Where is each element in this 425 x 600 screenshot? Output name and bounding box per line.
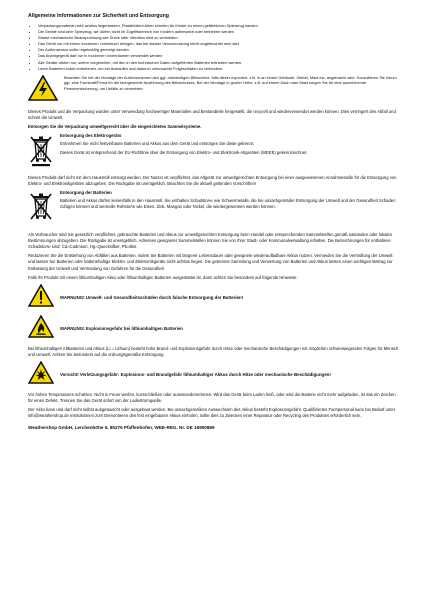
bullet-item: • Der Außensensor sollte regelmäßig gereinigt werden.	[38, 47, 400, 53]
device-disposal-block	[28, 133, 400, 172]
warning-explosion-block	[28, 315, 400, 343]
page-title: Allgemeine Informationen zur Sicherheit und Entsorgung	[28, 13, 169, 19]
device-disposal-line1: Entnehmen Sie nicht festverbaute Batterien und Akkus aus dem Gerät und entsorgen Sie diese getrennt.	[60, 140, 255, 146]
fire-warning-icon	[28, 315, 54, 343]
exclamation-warning-icon	[28, 284, 54, 312]
caution-injury-block	[28, 361, 400, 389]
caution-injury-text: Vorsicht! Verletzungsgefahr: Explosions- und Brandgefahr lithiumhaltiger Akkus durch Hitze oder mechanische Beschädigungen!	[60, 371, 331, 377]
fixed-battery-text: Der Akku kann und darf nicht selbst ausgetauscht oder ausgebaut werden. Bei unsachgemäßem Auswechseln des Akkus besteht Explosionsgefahr. Qualifiziertes Fachpersonal kann bei Bedarf unter info@weathershop.de Instruktionen zum Demontieren des fest eingebauten Akkus einholen, sollte dies zu Zwecken einer Reparatur oder Recycling des Produktes erforderlich sein.	[28, 407, 396, 419]
heat-protection-text: Vor hohen Temperaturen schützen. Nicht in Feuer werfen, kurzschließen oder auseinandernehmen. Wird das Gerät beim Laden heiß, oder wird die Batterie nicht mehr aufgeladen, ist das ein Zeichen für einen Defekt. Trennen Sie das Gerät sofort von der Ladestromquelle.	[28, 391, 396, 404]
crossed-bin-icon	[28, 190, 54, 229]
lithium-intro-text: Falls Ihr Produkt mit einem lithiumhaltigen Akku oder lithiumhaltigen Batterien ausgestattet ist, dann achten Sie besonders auf folgende Hinweise:	[28, 274, 298, 280]
device-disposal-heading: Entsorgung des Elektrogeräts	[60, 132, 122, 138]
bullet-item: • Die Geräte sind kein Spielzeug, sie dürfen nicht im Zugriffsbereich von Kindern aufbewahrt oder betrieben werden	[38, 29, 400, 35]
warning-environment-block	[28, 284, 400, 312]
reduce-waste-text: Reduzieren Sie die Entstehung von Abfällen aus Batterien, indem Sie Batterien mit längerer Lebensdauer oder geeignete wiederaufladbare Akkus nutzen. Vermeiden Sie die Vermüllung der Umwelt und lassen Sie Batterien oder batteriehaltige Elektro- und Elektronikgeräte nicht achtlos liegen. Die getrennte Sammlung und Verwertung von Batterien und Akkus leisten einen wichtigen Beitrag zur Entlastung der Umwelt und Vermeidung von Gefahren für die Gesundheit.	[28, 253, 393, 271]
battery-disposal-heading: Entsorgung der Batterien	[60, 190, 112, 196]
bullet-item: • Verpackungsmaterial nicht achtlos liegenlassen, Plastikfolien/-tüten könnten für Kinder zu einem gefährlichen Spielzeug werden	[38, 23, 400, 29]
bullet-item: • Das Gerät nur mit einem trockenen Leinentuch reinigen, das bei starker Verschmutzung leicht angefeuchtet sein darf	[38, 41, 400, 47]
battery-disposal-text: Batterien und Akkus dürfen keinesfalls in den Hausmüll. Sie enthalten SchadstoAe wie Schwermetalle, die bei unsachgemäßer Entsorgung der Umwelt und der Gesundheit Schaden zufügen können und wertvolle RohstoAe wie Eisen, Zink, Mangan oder Nickel, die wiedergewonnen werden können.	[60, 198, 396, 210]
bullet-item: • Leere Batterien sofort entnehmen, um ein Auslaufen und dadurch verursachte Folgeschäden zu verhindern.	[38, 66, 400, 72]
lightning-warning-text: Beachten Sie bei der Montage der Außensensoren den ggf. notwendigen Blitzschutz, falls dieser exponiert, z.B. in an einem Gebäude, Giebel, Mast etc. angebracht wird. Konsultieren Sie hierzu ggf. eine Fachkraft/Firma für die fachgerechte Ausführung des Blitzschutzes. Bei der Montage in großer Höhe, z.B. auf einem Dach oder Mast sorgen Sie für eine ausreichende Personensicherung, um Unfälle zu vermeiden	[64, 74, 397, 91]
device-disposal-line2: Dieses Gerät ist entsprechend der EU-Richtlinie über die Entsorgung von Elektro- und Elektronik-Altgeräten (WEEE) gekennzeichnet.	[60, 149, 308, 155]
warning-explosion-text: WARNUNG! Explosionsgefahr bei lithiumhaltigen Batterien	[60, 325, 183, 331]
product-recycling-text: Dieses Produkt und die Verpackung wurden unter Verwendung hochwertiger Materialien und Bestandteile hergestellt, die recycelt und wiederverwendet werden können. Dies verringert den Abfall und schont die Umwelt.	[28, 108, 396, 120]
bullet-item: • Das Anzeigegerät darf nur in trockenen Innenräumen verwendet werden	[38, 53, 400, 59]
bullet-item: • Alle Geräte dürfen nur, sofern vorgesehen, mit den in den technischen Daten aufgeführten Batterien betrieben werden.	[38, 60, 400, 66]
consumer-obligation-text: Als Verbraucher sind Sie gesetzlich verpflichtet, gebrauchte Batterien und Akkus zur umweltgerechten Entsorgung beim Handel oder entsprechenden Sammelstellen gemäß nationalen oder lokalen Bestimmungen abzugeben. Die Rückgabe ist unentgeltlich. Adressen geeigneter Sammelstellen können Sie von Ihrer Stadt- oder Kommunalverwaltung erhalten. Die Bezeichnungen für enthaltene SchadstoAe sind: Cd=Cadmium, Hg=Quecksilber, Pb=Blei.	[28, 232, 393, 250]
crossed-bin-icon	[28, 133, 54, 172]
explosion-risk-text: Bei lithiumhaltigen Altbatterien und Akkus (Li = Lithium) besteht hohe Brand- und Explosionsgefahr durch Hitze oder mechanische Beschädigungen mit möglichen schwerwiegenden Folgen für Mensch und Umwelt. Achten Sie besonders auf die ordnungsgemäße Entsorgung.	[28, 345, 399, 357]
lightning-warning-block	[28, 75, 400, 106]
device-disposal-text: Dieses Produkt darf nicht mit dem Hausmüll entsorgt werden. Der Nutzer ist verpflichtet, das Altgerät zur umweltgerechten Entsorgung bei einer ausgewiesenen Annahmestelle für die Entsorgung von Elektro- und Elektronikgeräten abzugeben. Die Rückgabe ist unentgeltlich. Beachten Sie die aktuell geltenden Vorschriften!	[28, 174, 397, 186]
lightning-warning-icon	[28, 75, 58, 106]
explosion-warning-icon	[28, 361, 54, 389]
safety-bullet-list	[28, 23, 400, 71]
warning-environment-text: WARNUNG! Umwelt- und Gesundheitsschäden durch falsche Entsorgung der Batterien!	[60, 294, 244, 300]
bullet-item: • Starke mechanische Beanspruchung wie Druck oder Vibration sind zu vermeiden	[38, 35, 400, 41]
packaging-heading: Entsorgen Sie die Verpackung umweltgerecht über die eingerichteten Sammelsysteme.	[28, 123, 202, 129]
company-footer: Weathershop GmbH, Lerchenhöhe 5, 85276 Pfaffenhofen, WEE-REG. Nr. DE 16900889	[28, 425, 215, 431]
document-page	[28, 13, 400, 430]
battery-disposal-block	[28, 190, 400, 229]
